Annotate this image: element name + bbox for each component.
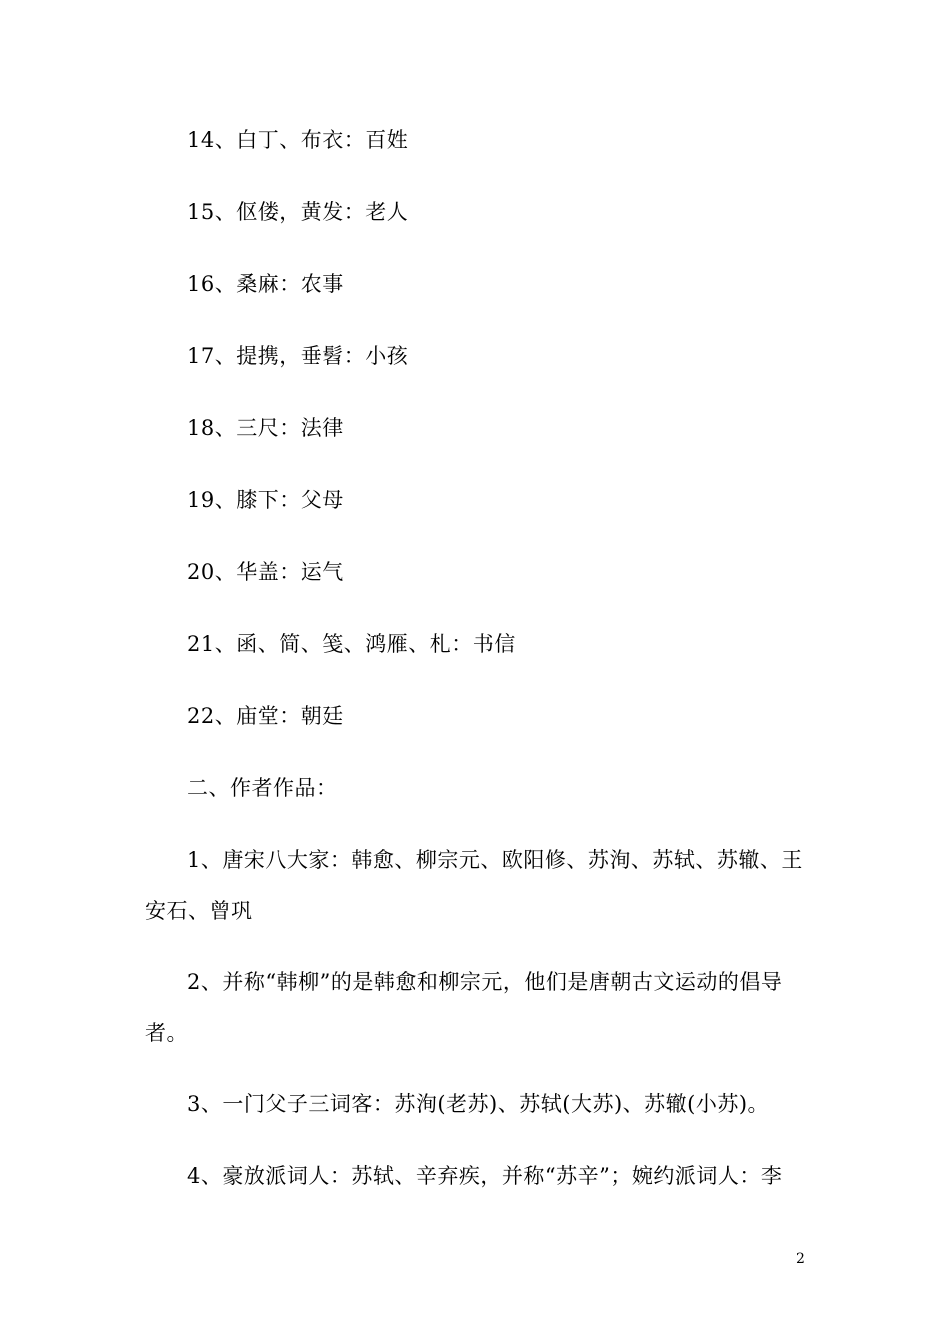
- list-item: 19、膝下：父母: [187, 488, 344, 512]
- paragraph-line: 者。: [145, 1021, 188, 1045]
- section-heading: 二、作者作品：: [187, 776, 338, 800]
- list-item: 20、华盖：运气: [187, 560, 344, 584]
- list-item: 15、伛偻，黄发：老人: [187, 200, 409, 224]
- paragraph-line: 2、并称“韩柳”的是韩愈和柳宗元，他们是唐朝古文运动的倡导: [187, 970, 783, 994]
- list-item: 16、桑麻：农事: [187, 272, 344, 296]
- paragraph-line: 4、豪放派词人：苏轼、辛弃疾，并称“苏辛”；婉约派词人：李: [187, 1164, 783, 1188]
- paragraph-line: 1、唐宋八大家：韩愈、柳宗元、欧阳修、苏洵、苏轼、苏辙、王: [187, 848, 803, 872]
- list-item: 14、白丁、布衣：百姓: [187, 128, 409, 152]
- list-item: 17、提携，垂髫：小孩: [187, 344, 409, 368]
- list-item: 18、三尺：法律: [187, 416, 344, 440]
- paragraph-line: 3、一门父子三词客：苏洵(老苏)、苏轼(大苏)、苏辙(小苏)。: [187, 1092, 770, 1116]
- paragraph-line: 安石、曾巩: [145, 899, 253, 923]
- list-item: 21、函、简、笺、鸿雁、札：书信: [187, 632, 516, 656]
- list-item: 22、庙堂：朝廷: [187, 704, 344, 728]
- page-number: 2: [796, 1251, 805, 1267]
